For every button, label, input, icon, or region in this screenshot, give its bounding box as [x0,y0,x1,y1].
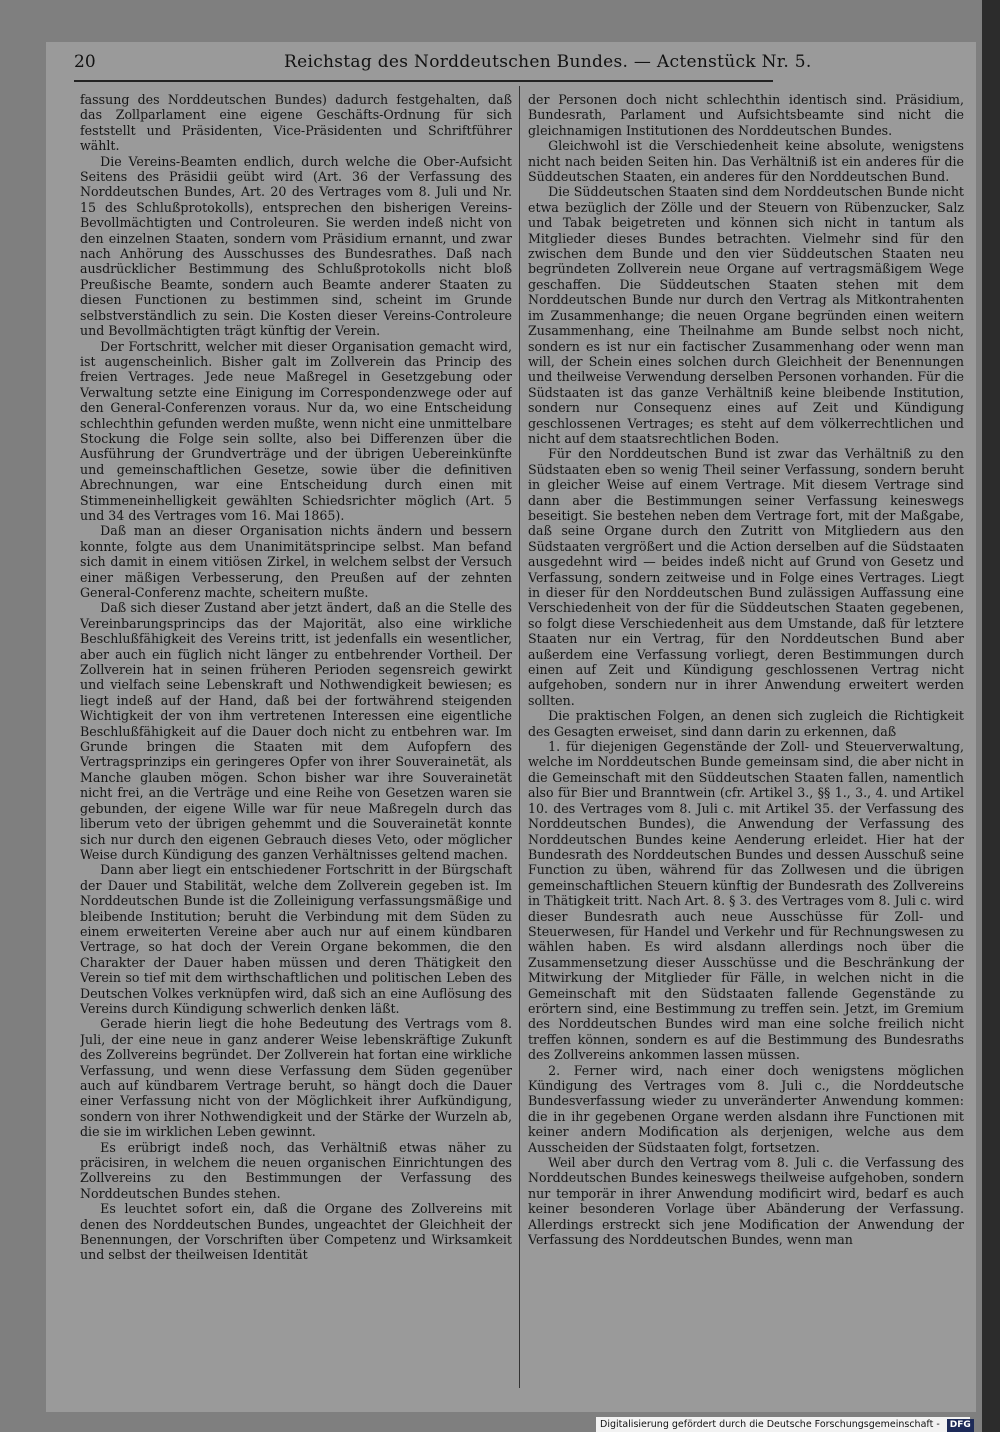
column-divider [519,86,520,1388]
paragraph: der Personen doch nicht schlechthin identisch sind. Präsidium, Bundesrath, Parlament und Aufsichtsbeamte sind nicht die gleichnamigen Institutionen des Norddeutschen Bundes. [528,92,964,138]
paragraph: Es erübrigt indeß noch, das Verhältniß etwas näher zu präcisiren, in welchem die neuen organischen Einrichtungen des Zollvereins zu den Bestimmungen der Verfassung des Norddeutschen Bundes stehen. [80,1139,512,1201]
page-header [74,52,812,78]
left-column [80,92,512,1382]
paragraph: Dann aber liegt ein entschiedener Fortschritt in der Bürgschaft der Dauer und Stabilität, welche dem Zollverein gegeben ist. Im Norddeutschen Bunde ist die Zolleinigung verfassungsmäßige und bleibende Institution; beruht die Verbindung mit dem Süden zu einem erweiterten Vereine aber auch nur auf einem kündbaren Vertrage, so hat doch der Verein Organe bekommen, die den Charakter der Dauer haben müssen und deren Thätigkeit den Verein so tief mit dem wirthschaftlichen und politischen Leben des Deutschen Volkes verknüpfen wird, daß sich an eine Auflösung des Vereins durch Kündigung schwerlich denken läßt. [80,862,512,1016]
paragraph: Gerade hierin liegt die hohe Bedeutung des Vertrags vom 8. Juli, der eine neue in ganz anderer Weise lebenskräftige Zukunft des Zollvereins begründet. Der Zollverein hat fortan eine wirkliche Verfassung, und wenn diese Verfassung dem Süden gegenüber auch auf kündbarem Vertrage beruht, so hängt doch die Dauer einer Verfassung nicht von der Möglichkeit ihrer Aufkündigung, sondern von ihrer Nothwendigkeit und der Stärke der Wurzeln ab, die sie im wirklichen Leben gewinnt. [80,1016,512,1140]
paragraph: Weil aber durch den Vertrag vom 8. Juli c. die Verfassung des Norddeutschen Bundes keineswegs theilweise aufgehoben, sondern nur temporär in ihrer Anwendung modificirt wird, bedarf es auch keiner besonderen Vorlage über Abänderung der Verfassung. Allerdings erstreckt sich jene Modification der Anwendung der Verfassung des Norddeutschen Bundes, wenn man [528,1155,964,1248]
paragraph: Gleichwohl ist die Verschiedenheit keine absolute, wenigstens nicht nach beiden Seiten hin. Das Verhältniß ist ein anderes für die Süddeutschen Staaten, ein anderes für den Norddeutschen Bund. [528,138,964,185]
running-title: Reichstag des Norddeutschen Bundes. — Actenstück Nr. 5. [284,52,812,72]
paragraph: fassung des Norddeutschen Bundes) dadurch festgehalten, daß das Zollparlament eine eigene Geschäfts-Ordnung für sich feststellt und Präsidenten, Vice-Präsidenten und Schriftführer wählt. [80,92,512,154]
paragraph: Für den Norddeutschen Bund ist zwar das Verhältniß zu den Südstaaten eben so wenig Theil seiner Verfassung, sondern beruht in gleicher Weise auf einem Vertrage. Mit diesem Vertrage sind dann aber die Bestimmungen seiner Verfassung keineswegs beseitigt. Sie bestehen neben dem Vertrage fort, mit der Maßgabe, daß seine Organe durch den Zutritt von Mitgliedern aus den Südstaaten vergrößert und die Action derselben auf die Südstaaten ausgedehnt wird — beides indeß nicht auf Grund von Gesetz und Verfassung, sondern zeitweise und in Folge eines Vertrages. Liegt in dieser für den Norddeutschen Bund zulässigen Auffassung eine Verschiedenheit von der für die Süddeutschen Staaten gegebenen, so folgt diese Verschiedenheit aus dem Umstande, daß für letztere Staaten nur ein Vertrag, für den Norddeutschen Bund aber außerdem eine Verfassung vorliegt, deren Bestimmungen durch einen auf Zeit und Kündigung geschlossenen Vertrag nicht aufgehoben, sondern nur in ihrer Anwendung erweitert werden sollten. [528,446,964,708]
paragraph: Es leuchtet sofort ein, daß die Organe des Zollvereins mit denen des Norddeutschen Bundes, ungeachtet der Gleichheit der Benennungen, der Vorschriften über Competenz und Wirksamkeit und selbst der theilweisen Identität [80,1201,512,1263]
page-number: 20 [74,52,96,72]
paragraph: Daß man an dieser Organisation nichts ändern und bessern konnte, folgte aus dem Unanimitätsprincipe selbst. Man befand sich damit in einem vitiösen Zirkel, in welchem selbst der Versuch einer mäßigen Verbesserung, den Preußen auf der zehnten General-Conferenz machte, scheitern mußte. [80,523,512,600]
header-rule [74,80,773,82]
scan-edge-strip [982,0,1000,1432]
paragraph: Der Fortschritt, welcher mit dieser Organisation gemacht wird, ist augenscheinlich. Bisher galt im Zollverein das Princip des freien Vertrages. Jede neue Maßregel in Gesetzgebung oder Verwaltung setzte eine Einigung im Correspondenzwege oder auf den General-Conferenzen voraus. Nur da, wo eine Entscheidung schlechthin gefunden werden mußte, wenn nicht eine unmittelbare Stockung die Folge sein sollte, also bei Differenzen über die Ausführung der Grundverträge und der übrigen Uebereinkünfte und gemeinschaftlichen Gesetze, sowie über die definitiven Abrechnungen, war eine Entscheidung durch einen mit Stimmeneinhelligkeit gewählten Schiedsrichter möglich (Art. 5 und 34 des Vertrages vom 16. Mai 1865). [80,338,512,523]
paragraph: Daß sich dieser Zustand aber jetzt ändert, daß an die Stelle des Vereinbarungsprincips das der Majorität, also eine wirkliche Beschlußfähigkeit des Vereins tritt, ist jedenfalls ein wesentlicher, aber auch ein füglich nicht länger zu entbehrender Vortheil. Der Zollverein hat in seinen früheren Perioden segensreich gewirkt und vielfach seine Lebenskraft und Nothwendigkeit bewiesen; es liegt indeß auf der Hand, daß bei der fortwährend steigenden Wichtigkeit der von ihm vertretenen Interessen eine eigentliche Beschlußfähigkeit auf die Dauer doch nicht zu entbehren war. Im Grunde bringen die Staaten mit dem Aufopfern des Vertragsprinzips ein geringeres Opfer von ihrer Souverainetät, als Manche glauben mögen. Schon bisher war ihre Souverainetät nicht frei, an die Verträge und eine Reihe von Gesetzen waren sie gebunden, der eigene Wille war für neue Maßregeln durch das liberum veto der übrigen gehemmt und die Souverainetät konnte sich nur durch den eigenen Gebrauch dieses Veto, oder möglicher Weise durch Kündigung des ganzen Verhältnisses geltend machen. [80,600,512,862]
paragraph: Die praktischen Folgen, an denen sich zugleich die Richtigkeit des Gesagten erweiset, sind dann darin zu erkennen, daß [528,708,964,739]
paragraph: Die Süddeutschen Staaten sind dem Norddeutschen Bunde nicht etwa bezüglich der Zölle und der Steuern von Rübenzucker, Salz und Tabak beigetreten und können sich nicht in tantum als Mitglieder dieses Bundes betrachten. Vielmehr sind für den zwischen dem Bunde und den vier Süddeutschen Staaten neu begründeten Zollverein neue Organe auf vertragsmäßigem Wege geschaffen. Die Süddeutschen Staaten stehen mit dem Norddeutschen Bunde nur durch den Vertrag als Mitkontrahenten im Zusammenhange; die neuen Organe begründen einen weitern Zusammenhang, eine Theilnahme am Bunde selbst noch nicht, sondern es ist nur ein factischer Zusammenhang oder wenn man will, der Schein eines solchen durch Gleichheit der Benennungen und theilweise Verwendung derselben Personen vorhanden. Für die Südstaaten ist das ganze Verhältniß keine bleibende Institution, sondern nur Consequenz eines auf Zeit und Kündigung geschlossenen Vertrages; es steht auf dem völkerrechtlichen und nicht auf dem staatsrechtlichen Boden. [528,184,964,446]
numbered-paragraph: 2. Ferner wird, nach einer doch wenigstens möglichen Kündigung des Vertrages vom 8. Juli c., die Norddeutsche Bundesverfassung wieder zu unveränderter Anwendung kommen: die in ihr gegebenen Organe werden alsdann ihre Functionen mit keiner andern Modification als derjenigen, welche aus dem Ausscheiden der Südstaaten folgt, fortsetzen. [528,1062,964,1155]
credit-text: Digitalisierung gefördert durch die Deutsche Forschungsgemeinschaft [600,1419,934,1430]
dfg-logo: DFG [947,1419,974,1432]
digitization-credit: Digitalisierung gefördert durch die Deutsche Forschungsgemeinschaft - DFG [596,1417,970,1432]
numbered-paragraph: 1. für diejenigen Gegenstände der Zoll- und Steuerverwaltung, welche im Norddeutschen Bunde gemeinsam sind, die aber nicht in die Gemeinschaft mit den Süddeutschen Staaten fallen, namentlich also für Bier und Branntwein (cfr. Artikel 3., §§ 1., 3., 4. und Artikel 10. des Vertrages vom 8. Juli c. mit Artikel 35. der Verfassung des Norddeutschen Bundes), die Anwendung der Verfassung des Norddeutschen Bundes keine Aenderung erleidet. Hier hat der Bundesrath des Norddeutschen Bundes und dessen Ausschuß seine Function zu üben, während für das Zollwesen und die übrigen gemeinschaftlichen Steuern künftig der Bundesrath des Zollvereins in Thätigkeit tritt. Nach Art. 8. § 3. des Vertrages vom 8. Juli c. wird dieser Bundesrath auch neue Ausschüsse für Zoll- und Steuerwesen, für Handel und Verkehr und für Rechnungswesen zu wählen haben. Es wird alsdann allerdings noch über die Zusammensetzung dieser Ausschüsse und die Beschränkung der Mitwirkung der Mitglieder für Fälle, in welchen nicht in die Gemeinschaft mit den Südstaaten fallende Gegenstände zu erörtern sind, eine Bestimmung zu treffen sein. Jetzt, im Gremium des Norddeutschen Bundes wird man eine solche freilich nicht treffen können, sondern es auf die Bestimmung des Bundesraths des Zollvereins ankommen lassen müssen. [528,739,964,1063]
paragraph: Die Vereins-Beamten endlich, durch welche die Ober-Aufsicht Seitens des Präsidii geübt wird (Art. 36 der Verfassung des Norddeutschen Bundes, Art. 20 des Vertrages vom 8. Juli und Nr. 15 des Schlußprotokolls), entsprechen den bisherigen Vereins-Bevollmächtigten und Controleuren. Sie werden indeß nicht von den einzelnen Staaten, sondern vom Präsidium ernannt, und zwar nach Anhörung des Ausschusses des Bundesrathes. Daß nach ausdrücklicher Bestimmung des Schlußprotokolls nicht bloß Preußische Beamte, sondern auch Beamte anderer Staaten zu diesen Functionen zu bestimmen sind, scheint im Grunde selbstverständlich zu sein. Die Kosten dieser Vereins-Controleure und Bevollmächtigten trägt künftig der Verein. [80,153,512,339]
right-column [528,92,964,1382]
